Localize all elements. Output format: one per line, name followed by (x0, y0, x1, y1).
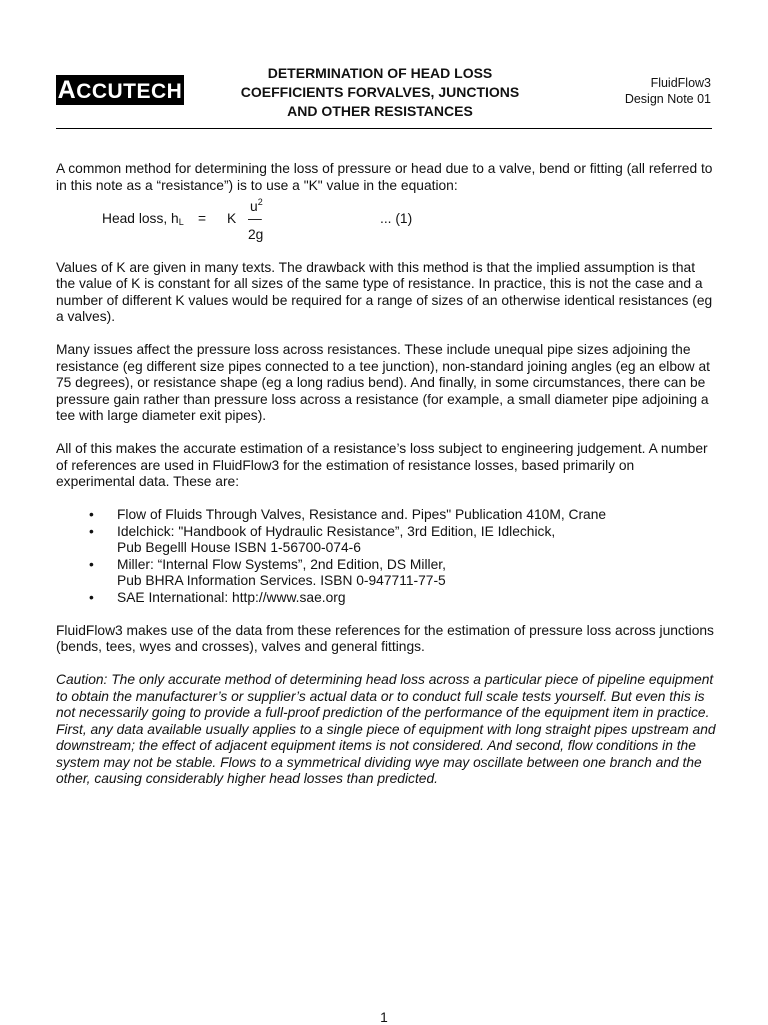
caution-paragraph: Caution: The only accurate method of determining head loss across a particular piece of pipeline equipment to obtain the manufacturer’s or supplier’s actual data or to conduct full scale tests yourself. But even this is not necessarily going to provide a full-proof prediction of the performance of the equipment item in practice. First, any data available usually applies to a single piece of equipment with long straight pipes upstream and downstream; the effect of adjacent equipment items is not considered. And second, flow conditions in the system may not be stable. Flows to a symmetrical dividing wye may oscillate between one branch and the other, causing considerably higher head losses than predicted. (56, 672, 716, 786)
reference-line: Miller: “Internal Flow Systems”, 2nd Edition, DS Miller, (117, 556, 446, 572)
equation-fraction-bar: — (248, 211, 262, 226)
accutech-logo (56, 75, 184, 105)
reference-line: Pub Begelll House ISBN 1-56700-074-6 (117, 540, 361, 555)
design-note-ref: Design Note 01 (624, 92, 711, 106)
equation-numerator-base: u (250, 199, 258, 214)
reference-line: Pub BHRA Information Services. ISBN 0-947711-77-5 (117, 573, 446, 588)
product-name: FluidFlow3 (650, 76, 711, 90)
reference-line: Idelchick: "Handbook of Hydraulic Resistance”, 3rd Edition, IE Idlechick, (117, 523, 556, 539)
bullet-icon: • (89, 523, 94, 539)
list-item (56, 557, 716, 590)
head-loss-equation (56, 194, 716, 243)
list-item (56, 507, 716, 524)
issues-paragraph: Many issues affect the pressure loss across resistances. These include unequal pipe sizes adjoining the resistance (eg different size pipes connected to a tee junction), non-standard joining angles (eg an elbow at 75 degrees), or resistance shape (eg a long radius bend). And finally, in some circumstances, there can be pressure gain rather than pressure loss across a resistance (for example, a small diameter pipe adjoining a tee with large diameter exit pipes). (56, 342, 710, 423)
page-number: 1 (380, 1010, 388, 1025)
bullet-icon: • (89, 589, 94, 605)
title-line-2: COEFFICIENTS FORVALVES, JUNCTIONS (240, 84, 520, 100)
equation-equals: = (198, 211, 207, 226)
header-divider (56, 128, 712, 129)
document-reference (625, 75, 711, 107)
equation-lhs-text: Head loss, h (102, 211, 179, 226)
title-line-1: DETERMINATION OF HEAD LOSS (267, 65, 493, 81)
reference-line: SAE International: http://www.sae.org (117, 589, 346, 605)
equation-k: K (227, 211, 237, 226)
logo-text: ACCUTECH (57, 75, 183, 104)
title-line-3: AND OTHER RESISTANCES (287, 103, 473, 119)
list-item (56, 590, 716, 607)
equation-lhs-subscript: L (178, 217, 184, 227)
bullet-icon: • (89, 556, 94, 572)
references-list (56, 507, 716, 606)
equation-number: ... (1) (380, 211, 413, 226)
equation-denominator: 2g (248, 227, 264, 242)
intro-paragraph: A common method for determining the loss of pressure or head due to a valve, bend or fitting (all referred to in this note as a “resistance”) is to use a "K" value in the equation: (56, 161, 713, 193)
document-body (56, 161, 716, 788)
equation-numerator-exponent: 2 (257, 197, 263, 207)
document-title (200, 64, 560, 121)
fluidflow-usage-paragraph: FluidFlow3 makes use of the data from these references for the estimation of pressure loss across junctions (bends, tees, wyes and crosses), valves and general fittings. (56, 622, 714, 654)
equation-lhs (102, 211, 184, 231)
bullet-icon: • (89, 507, 94, 522)
list-item (56, 524, 716, 557)
references-intro-paragraph: All of this makes the accurate estimation of a resistance’s loss subject to engineering judgement. A number of references are used in FluidFlow3 for the estimation of resistance losses, based primarily on experimental data. These are: (56, 441, 708, 489)
k-value-paragraph: Values of K are given in many texts. The drawback with this method is that the implied assumption is that the value of K is constant for all sizes of the same type of resistance. In practice, this is not the case and a number of different K values would be required for a range of sizes of an otherwise identical resistances (eg a valves). (56, 259, 713, 324)
reference-line: Flow of Fluids Through Valves, Resistance and. Pipes" Publication 410M, Crane (117, 507, 607, 522)
